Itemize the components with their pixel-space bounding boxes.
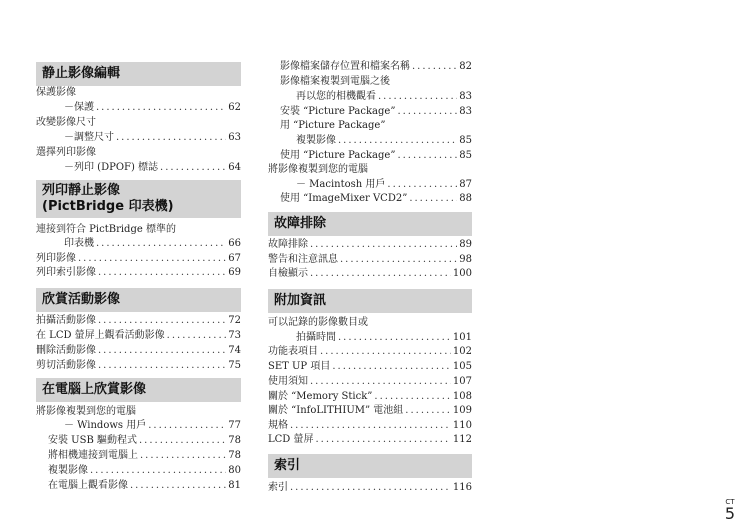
toc-entry[interactable]: －調整尺寸 ..... 63 bbox=[36, 130, 241, 146]
language-code: CT bbox=[725, 498, 735, 506]
toc-entry[interactable]: 使用 “ImageMixer VCD2” ..... 88 bbox=[268, 191, 472, 207]
section-heading-still-image-editing: 静止影像編輯 bbox=[36, 62, 241, 86]
section-heading-troubleshooting: 故障排除 bbox=[268, 212, 472, 236]
toc-entry[interactable]: 故障排除 ..... 89 bbox=[268, 237, 472, 253]
toc-entry[interactable]: －列印 (DPOF) 標誌 ..... 64 bbox=[36, 160, 241, 176]
section-heading-movies: 欣賞活動影像 bbox=[36, 288, 241, 312]
toc-entry[interactable]: 將相機連接到電腦上 ..... 78 bbox=[36, 448, 241, 464]
toc-entry[interactable]: 印表機 ..... 66 bbox=[36, 236, 241, 252]
toc-entry[interactable]: 使用須知 ..... 107 bbox=[268, 374, 472, 390]
toc-entry[interactable]: 影像檔案儲存位置和檔案名稱 ..... 82 bbox=[268, 59, 472, 75]
toc-entry[interactable]: 在電腦上觀看影像 ..... 81 bbox=[36, 478, 241, 494]
toc-entry[interactable]: 安裝 “Picture Package” ..... 83 bbox=[268, 104, 472, 120]
page-number-marker bbox=[725, 498, 735, 522]
toc-entry[interactable]: 索引 ..... 116 bbox=[268, 480, 472, 496]
toc-entry[interactable]: 使用 “Picture Package” ..... 85 bbox=[268, 148, 472, 164]
toc-entry: 用 “Picture Package” bbox=[280, 120, 386, 131]
toc-entry: 選擇列印影像 bbox=[36, 147, 96, 158]
toc-entry[interactable]: 規格 ..... 110 bbox=[268, 418, 472, 434]
toc-entry: 改變影像尺寸 bbox=[36, 117, 96, 128]
toc-entry[interactable]: 安裝 USB 驅動程式 ..... 78 bbox=[36, 433, 241, 449]
toc-entry[interactable]: SET UP 項目 ..... 105 bbox=[268, 359, 472, 375]
toc-entry: 將影像複製到您的電腦 bbox=[36, 406, 136, 417]
toc-entry[interactable]: 複製影像 ..... 85 bbox=[268, 133, 472, 149]
toc-entry[interactable]: 列印索引影像 ..... 69 bbox=[36, 265, 241, 281]
toc-entry[interactable]: 關於 “InfoLITHIUM” 電池組 ..... 109 bbox=[268, 403, 472, 419]
toc-entry[interactable]: 警告和注意訊息 ..... 98 bbox=[268, 252, 472, 268]
toc-entry[interactable]: 複製影像 ..... 80 bbox=[36, 463, 241, 479]
toc-entry[interactable]: 拍攝時間 ..... 101 bbox=[268, 330, 472, 346]
toc-entry: 保護影像 bbox=[36, 87, 76, 98]
section-heading-index: 索引 bbox=[268, 454, 472, 478]
toc-entry[interactable]: －保護 ..... 62 bbox=[36, 100, 241, 116]
toc-entry: 可以記錄的影像數目或 bbox=[268, 317, 368, 328]
toc-entry[interactable]: 再以您的相機觀看 ..... 83 bbox=[268, 89, 472, 105]
section-heading-line: 列印靜止影像 bbox=[42, 183, 121, 198]
toc-entry[interactable]: － Macintosh 用戶 ..... 87 bbox=[268, 177, 472, 193]
section-heading-computer: 在電腦上欣賞影像 bbox=[36, 378, 241, 402]
toc-entry[interactable]: 在 LCD 螢屏上觀看活動影像 ..... 73 bbox=[36, 328, 241, 344]
toc-entry[interactable]: 拍攝活動影像 ..... 72 bbox=[36, 313, 241, 329]
section-heading-print-still-images bbox=[36, 180, 241, 218]
toc-entry[interactable]: 列印影像 ..... 67 bbox=[36, 251, 241, 267]
toc-entry[interactable]: 關於 “Memory Stick” ..... 108 bbox=[268, 389, 472, 405]
toc-entry[interactable]: 刪除活動影像 ..... 74 bbox=[36, 343, 241, 359]
toc-entry[interactable]: LCD 螢屏 ..... 112 bbox=[268, 432, 472, 448]
toc-entry[interactable]: 自檢顯示 ..... 100 bbox=[268, 266, 472, 282]
toc-entry: 將影像複製到您的電腦 bbox=[268, 164, 368, 175]
section-heading-line: (PictBridge 印表機) bbox=[42, 199, 174, 214]
page-number: 5 bbox=[724, 504, 735, 523]
toc-entry[interactable]: 剪切活動影像 ..... 75 bbox=[36, 358, 241, 374]
toc-entry[interactable]: 功能表項目 ..... 102 bbox=[268, 344, 472, 360]
toc-entry: 影像檔案複製到電腦之後 bbox=[280, 76, 390, 87]
toc-entry: 連接到符合 PictBridge 標準的 bbox=[36, 224, 176, 235]
toc-entry[interactable]: － Windows 用戶 ..... 77 bbox=[36, 418, 241, 434]
section-heading-additional-info: 附加資訊 bbox=[268, 289, 472, 313]
